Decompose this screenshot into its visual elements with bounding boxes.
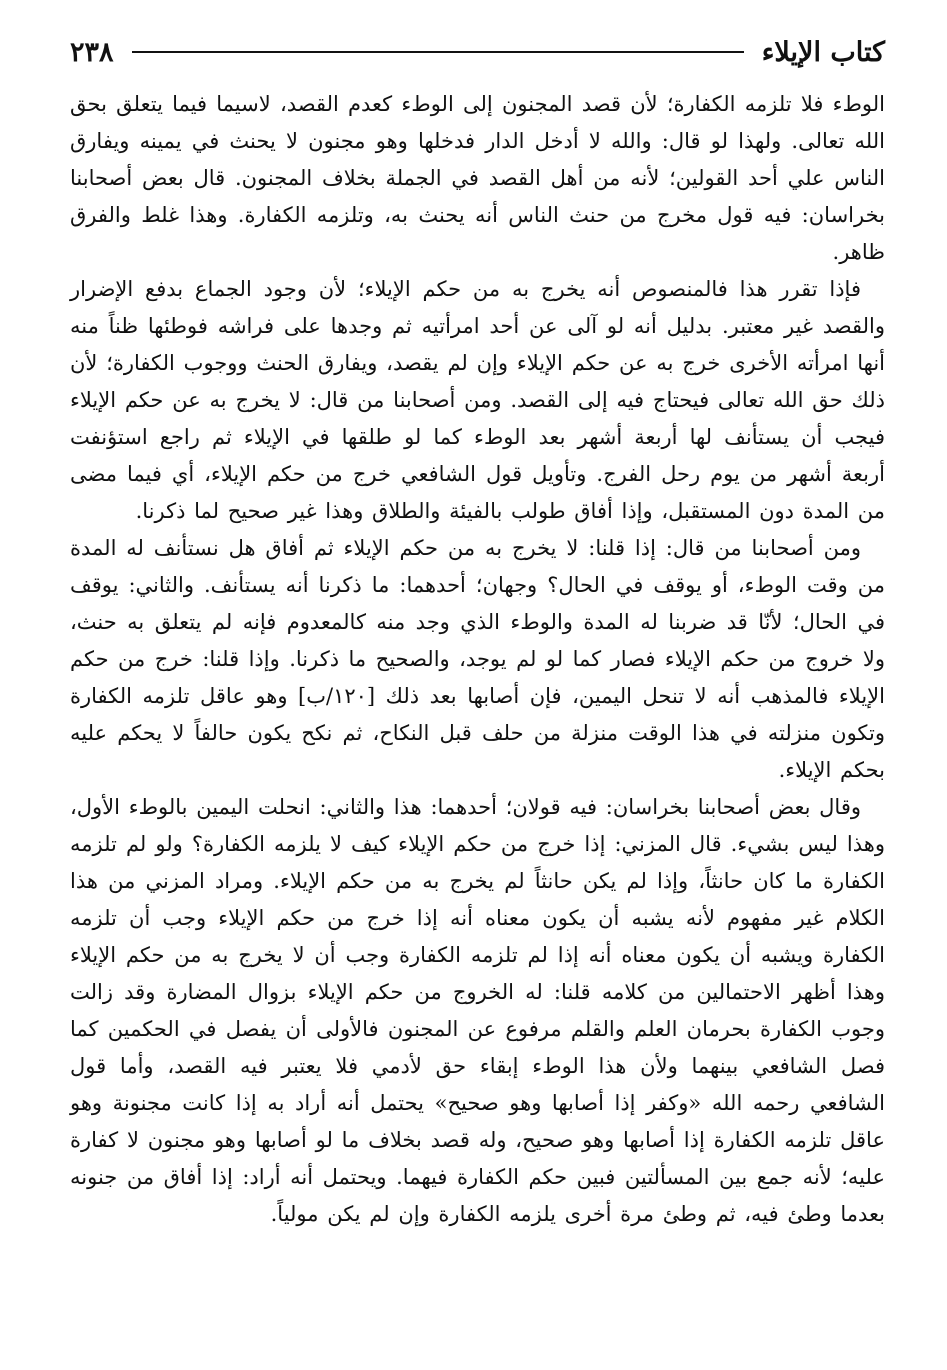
page-number: ٢٣٨ bbox=[70, 36, 114, 68]
body-text bbox=[70, 86, 885, 1233]
paragraph-4: وقال بعض أصحابنا بخراسان: فيه قولان؛ أحدهما: هذا والثاني: انحلت اليمين بالوطء الأول، وهذا ليس بشيء. قال المزني: إذا خرج من حكم الإيلاء كيف لا يلزمه الكفارة؟ ولو لم تلزمه الكفارة ما كان حانثاً، وإذا لم يكن حانثاً لم يخرج به من حكم الإيلاء. ومراد المزني من هذا الكلام غير مفهوم لأنه يشبه أن يكون معناه أنه إذا خرج من حكم الإيلاء وجب أن تلزمه الكفارة ويشبه أن يكون معناه أنه إذا لم تلزمه الكفارة وجب أن لا يخرج به من حكم الإيلاء وهذا أظهر الاحتمالين من كلامه قلنا: له الخروج من حكم الإيلاء بزوال المضارة وقد زالت وجوب الكفارة بحرمان العلم والقلم مرفوع عن المجنون فالأولى أن يفصل في الحكمين كما فصل الشافعي بينهما ولأن هذا الوطء إبقاء حق لأدمي فلا يعتبر فيه القصد، وأما قول الشافعي رحمه الله «وكفر إذا أصابها وهو صحيح» يحتمل أنه أراد به إذا كانت مجنونة وهو عاقل تلزمه الكفارة إذا أصابها وهو صحيح، وله قصد بخلاف ما لو أصابها وهو مجنون لا كفارة عليه؛ لأنه جمع بين المسألتين فبين حكم الكفارة فيهما. ويحتمل أنه أراد: إذا أفاق من جنونه بعدما وطئ فيه، ثم وطئ مرة أخرى يلزمه الكفارة وإن لم يكن مولياً. bbox=[70, 795, 885, 1226]
paragraph-1: الوطء فلا تلزمه الكفارة؛ لأن قصد المجنون إلى الوطء كعدم القصد، لاسيما فيما يتعلق بحق الله تعالى. ولهذا لو قال: والله لا أدخل الدار فدخلها وهو مجنون لا يحنث في يمينه ويفارق الناس علي أحد القولين؛ لأنه من أهل القصد في الجملة بخلاف المجنون. قال بعض أصحابنا بخراسان: فيه قول مخرج من حنث الناس أنه يحنث به، وتلزمه الكفارة. وهذا غلط والفرق ظاهر. bbox=[70, 92, 885, 264]
paragraph-2: فإذا تقرر هذا فالمنصوص أنه يخرج به من حكم الإيلاء؛ لأن وجود الجماع بدفع الإضرار والقصد غير معتبر. بدليل أنه لو آلى عن أحد امرأتيه ثم وجدها على فراشه فوطئها ظناً منه أنها امرأته الأخرى خرج به عن حكم الإيلاء وإن لم يقصد، ويفارق الحنث ووجوب الكفارة؛ لأن ذلك حق الله تعالى فيحتاج فيه إلى القصد. ومن أصحابنا من قال: لا يخرج به عن حكم الإيلاء فيجب أن يستأنف لها أربعة أشهر بعد الوطء كما لو طلقها في الإيلاء ثم راجع استؤنفت أربعة أشهر من يوم رحل الفرج. وتأويل قول الشافعي خرج من حكم الإيلاء، أي فيما مضى من المدة دون المستقبل، وإذا أفاق طولب بالفيئة والطلاق وهذا غير صحيح لما ذكرنا. bbox=[70, 277, 885, 523]
header-rule bbox=[132, 51, 744, 53]
paragraph-3: ومن أصحابنا من قال: إذا قلنا: لا يخرج به من حكم الإيلاء ثم أفاق هل نستأنف له المدة من وقت الوطء، أو يوقف في الحال؟ وجهان؛ أحدهما: ما ذكرنا أنه يستأنف. والثاني: يوقف في الحال؛ لأنّا قد ضربنا له المدة والوطء الذي وجد منه كالمعدوم فإنه لم يتعلق به حنث، ولا خروج من حكم الإيلاء فصار كما لو لم يوجد، والصحيح ما ذكرنا. وإذا قلنا: خرج من حكم الإيلاء فالمذهب أنه لا تنحل اليمين، فإن أصابها بعد ذلك [١٢٠/ب] وهو عاقل تلزمه الكفارة وتكون منزلته في هذا الوقت منزلة من حلف قبل النكاح، ثم نكح يكون حالفاً لا يحكم عليه بحكم الإيلاء. bbox=[70, 536, 885, 782]
page-header bbox=[70, 30, 885, 74]
running-title: كتاب الإيلاء bbox=[761, 36, 885, 68]
